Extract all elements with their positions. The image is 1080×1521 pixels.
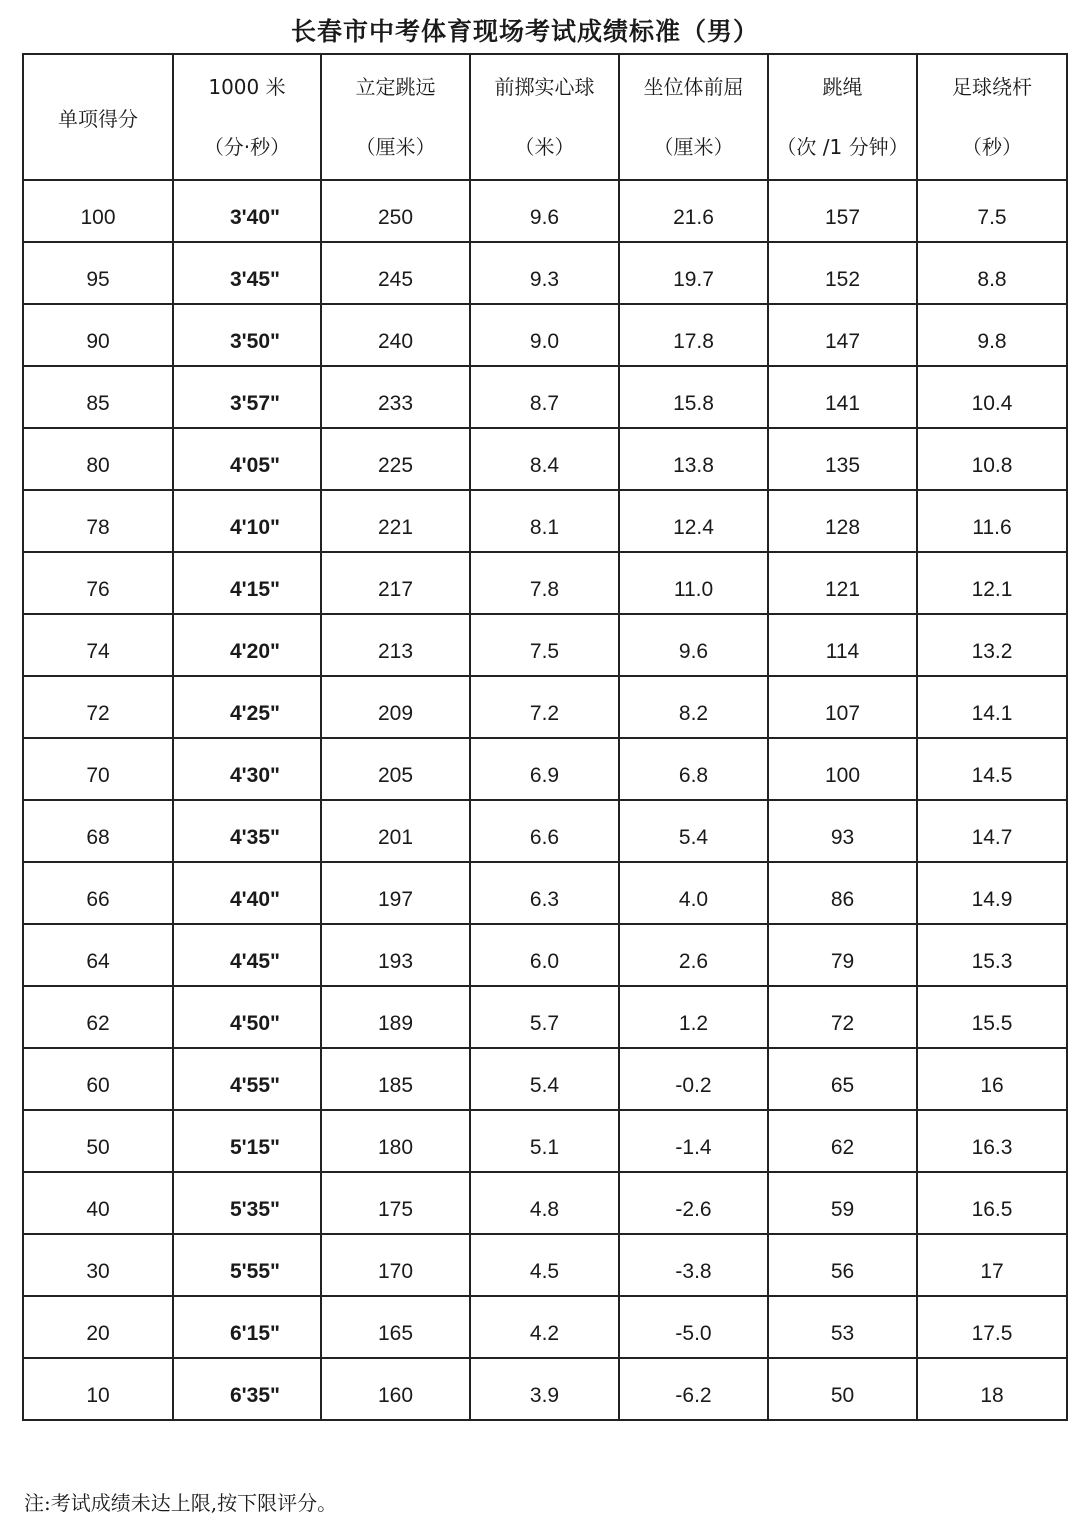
cell-jump-rope: 152 [768,242,917,304]
cell-medicine-ball: 9.0 [470,304,619,366]
cell-football-dribble: 14.7 [917,800,1067,862]
cell-jump-rope: 86 [768,862,917,924]
cell-jump-rope: 65 [768,1048,917,1110]
cell-sit-and-reach: -0.2 [619,1048,768,1110]
header-sit-and-reach [619,54,768,180]
cell-medicine-ball: 9.3 [470,242,619,304]
cell-run-1000m: 4'40" [173,862,321,924]
cell-sit-and-reach: -1.4 [619,1110,768,1172]
cell-run-1000m: 5'15" [173,1110,321,1172]
cell-score: 10 [23,1358,173,1420]
cell-sit-and-reach: 17.8 [619,304,768,366]
cell-football-dribble: 9.8 [917,304,1067,366]
cell-score: 50 [23,1110,173,1172]
cell-jump-rope: 100 [768,738,917,800]
cell-football-dribble: 13.2 [917,614,1067,676]
header-1000m [173,54,321,180]
header-medicine-ball-label: 前掷实心球 [494,75,595,99]
cell-football-dribble: 18 [917,1358,1067,1420]
cell-standing-long-jump: 250 [321,180,470,242]
cell-run-1000m: 4'20" [173,614,321,676]
header-medicine-ball-unit: （米） [514,135,575,159]
cell-score: 95 [23,242,173,304]
cell-medicine-ball: 8.7 [470,366,619,428]
header-score [23,54,173,180]
cell-run-1000m: 6'35" [173,1358,321,1420]
cell-jump-rope: 107 [768,676,917,738]
cell-standing-long-jump: 245 [321,242,470,304]
page-title: 长春市中考体育现场考试成绩标准（男） [290,17,759,46]
cell-football-dribble: 17.5 [917,1296,1067,1358]
cell-standing-long-jump: 213 [321,614,470,676]
cell-run-1000m: 4'05" [173,428,321,490]
cell-score: 74 [23,614,173,676]
cell-jump-rope: 128 [768,490,917,552]
cell-medicine-ball: 5.1 [470,1110,619,1172]
cell-medicine-ball: 5.4 [470,1048,619,1110]
cell-run-1000m: 6'15" [173,1296,321,1358]
cell-jump-rope: 135 [768,428,917,490]
cell-run-1000m: 5'35" [173,1172,321,1234]
cell-score: 60 [23,1048,173,1110]
cell-score: 85 [23,366,173,428]
cell-run-1000m: 4'30" [173,738,321,800]
cell-football-dribble: 14.1 [917,676,1067,738]
table-row [23,1110,1067,1172]
table-row [23,800,1067,862]
table-row [23,304,1067,366]
cell-score: 66 [23,862,173,924]
cell-score: 78 [23,490,173,552]
cell-sit-and-reach: 8.2 [619,676,768,738]
cell-medicine-ball: 3.9 [470,1358,619,1420]
cell-medicine-ball: 9.6 [470,180,619,242]
cell-medicine-ball: 6.6 [470,800,619,862]
header-football-dribble-label: 足球绕杆 [952,75,1032,99]
cell-standing-long-jump: 225 [321,428,470,490]
cell-score: 40 [23,1172,173,1234]
header-standing-long-jump-unit: （厘米） [355,135,436,159]
cell-score: 30 [23,1234,173,1296]
table-row [23,1296,1067,1358]
cell-medicine-ball: 4.8 [470,1172,619,1234]
cell-jump-rope: 79 [768,924,917,986]
cell-jump-rope: 121 [768,552,917,614]
table-row [23,1234,1067,1296]
cell-standing-long-jump: 193 [321,924,470,986]
table-row [23,1358,1067,1420]
cell-medicine-ball: 8.4 [470,428,619,490]
cell-sit-and-reach: 1.2 [619,986,768,1048]
header-standing-long-jump [321,54,470,180]
cell-run-1000m: 4'55" [173,1048,321,1110]
cell-jump-rope: 72 [768,986,917,1048]
cell-standing-long-jump: 201 [321,800,470,862]
cell-score: 70 [23,738,173,800]
cell-football-dribble: 12.1 [917,552,1067,614]
cell-football-dribble: 10.4 [917,366,1067,428]
footnote: 注:考试成绩未达上限,按下限评分。 [24,1491,338,1515]
table-row [23,1172,1067,1234]
cell-jump-rope: 157 [768,180,917,242]
cell-medicine-ball: 4.5 [470,1234,619,1296]
header-jump-rope-unit: （次 /1 分钟） [776,135,909,159]
header-score-label: 单项得分 [58,106,138,131]
cell-standing-long-jump: 197 [321,862,470,924]
cell-score: 62 [23,986,173,1048]
cell-sit-and-reach: 9.6 [619,614,768,676]
header-football-dribble-unit: （秒） [962,135,1022,159]
table-row [23,738,1067,800]
cell-sit-and-reach: -6.2 [619,1358,768,1420]
cell-football-dribble: 14.9 [917,862,1067,924]
cell-sit-and-reach: 13.8 [619,428,768,490]
cell-football-dribble: 16.5 [917,1172,1067,1234]
cell-run-1000m: 3'57" [173,366,321,428]
header-sit-and-reach-label: 坐位体前屈 [643,75,744,99]
cell-run-1000m: 4'45" [173,924,321,986]
cell-football-dribble: 10.8 [917,428,1067,490]
cell-jump-rope: 114 [768,614,917,676]
table-row [23,1048,1067,1110]
cell-jump-rope: 53 [768,1296,917,1358]
cell-run-1000m: 4'10" [173,490,321,552]
header-medicine-ball [470,54,619,180]
cell-score: 100 [23,180,173,242]
table-body [23,180,1067,1420]
header-jump-rope [768,54,917,180]
cell-standing-long-jump: 240 [321,304,470,366]
cell-sit-and-reach: 12.4 [619,490,768,552]
cell-medicine-ball: 7.5 [470,614,619,676]
cell-jump-rope: 93 [768,800,917,862]
cell-sit-and-reach: 4.0 [619,862,768,924]
cell-football-dribble: 14.5 [917,738,1067,800]
cell-jump-rope: 141 [768,366,917,428]
table-row [23,924,1067,986]
cell-run-1000m: 5'55" [173,1234,321,1296]
cell-medicine-ball: 6.9 [470,738,619,800]
cell-jump-rope: 56 [768,1234,917,1296]
cell-standing-long-jump: 185 [321,1048,470,1110]
table-row [23,428,1067,490]
table-row [23,614,1067,676]
cell-standing-long-jump: 160 [321,1358,470,1420]
cell-run-1000m: 3'45" [173,242,321,304]
cell-medicine-ball: 7.8 [470,552,619,614]
cell-jump-rope: 62 [768,1110,917,1172]
cell-standing-long-jump: 180 [321,1110,470,1172]
table-row [23,552,1067,614]
header-standing-long-jump-label: 立定跳远 [355,75,436,99]
cell-standing-long-jump: 189 [321,986,470,1048]
cell-medicine-ball: 8.1 [470,490,619,552]
cell-standing-long-jump: 165 [321,1296,470,1358]
cell-run-1000m: 3'40" [173,180,321,242]
cell-football-dribble: 7.5 [917,180,1067,242]
cell-score: 90 [23,304,173,366]
cell-score: 20 [23,1296,173,1358]
cell-run-1000m: 4'15" [173,552,321,614]
table-row [23,490,1067,552]
table-row [23,180,1067,242]
cell-sit-and-reach: -2.6 [619,1172,768,1234]
table-row [23,986,1067,1048]
cell-run-1000m: 4'50" [173,986,321,1048]
table-row [23,242,1067,304]
cell-sit-and-reach: -5.0 [619,1296,768,1358]
header-football-dribble [917,54,1067,180]
cell-standing-long-jump: 170 [321,1234,470,1296]
cell-sit-and-reach: 19.7 [619,242,768,304]
cell-football-dribble: 16 [917,1048,1067,1110]
cell-sit-and-reach: 6.8 [619,738,768,800]
cell-standing-long-jump: 209 [321,676,470,738]
cell-score: 72 [23,676,173,738]
cell-football-dribble: 11.6 [917,490,1067,552]
cell-score: 64 [23,924,173,986]
cell-medicine-ball: 6.0 [470,924,619,986]
cell-standing-long-jump: 205 [321,738,470,800]
cell-score: 80 [23,428,173,490]
table-header [23,54,1067,180]
cell-run-1000m: 4'35" [173,800,321,862]
cell-sit-and-reach: 15.8 [619,366,768,428]
header-row [23,54,1067,180]
cell-score: 68 [23,800,173,862]
cell-sit-and-reach: 2.6 [619,924,768,986]
cell-jump-rope: 147 [768,304,917,366]
cell-jump-rope: 50 [768,1358,917,1420]
cell-football-dribble: 15.3 [917,924,1067,986]
cell-medicine-ball: 7.2 [470,676,619,738]
cell-score: 76 [23,552,173,614]
cell-medicine-ball: 6.3 [470,862,619,924]
cell-sit-and-reach: -3.8 [619,1234,768,1296]
cell-football-dribble: 17 [917,1234,1067,1296]
cell-run-1000m: 3'50" [173,304,321,366]
cell-run-1000m: 4'25" [173,676,321,738]
cell-standing-long-jump: 221 [321,490,470,552]
header-1000m-unit: （分·秒） [203,135,291,159]
header-1000m-label: 1000 米 [208,75,286,99]
cell-football-dribble: 8.8 [917,242,1067,304]
score-standards-table [22,53,1068,1421]
header-sit-and-reach-unit: （厘米） [653,135,734,159]
cell-football-dribble: 16.3 [917,1110,1067,1172]
cell-football-dribble: 15.5 [917,986,1067,1048]
cell-sit-and-reach: 21.6 [619,180,768,242]
cell-medicine-ball: 5.7 [470,986,619,1048]
table-row [23,862,1067,924]
header-jump-rope-label: 跳绳 [822,75,863,99]
cell-standing-long-jump: 217 [321,552,470,614]
cell-standing-long-jump: 233 [321,366,470,428]
cell-medicine-ball: 4.2 [470,1296,619,1358]
cell-standing-long-jump: 175 [321,1172,470,1234]
table-row [23,366,1067,428]
table-row [23,676,1067,738]
cell-jump-rope: 59 [768,1172,917,1234]
cell-sit-and-reach: 11.0 [619,552,768,614]
cell-sit-and-reach: 5.4 [619,800,768,862]
